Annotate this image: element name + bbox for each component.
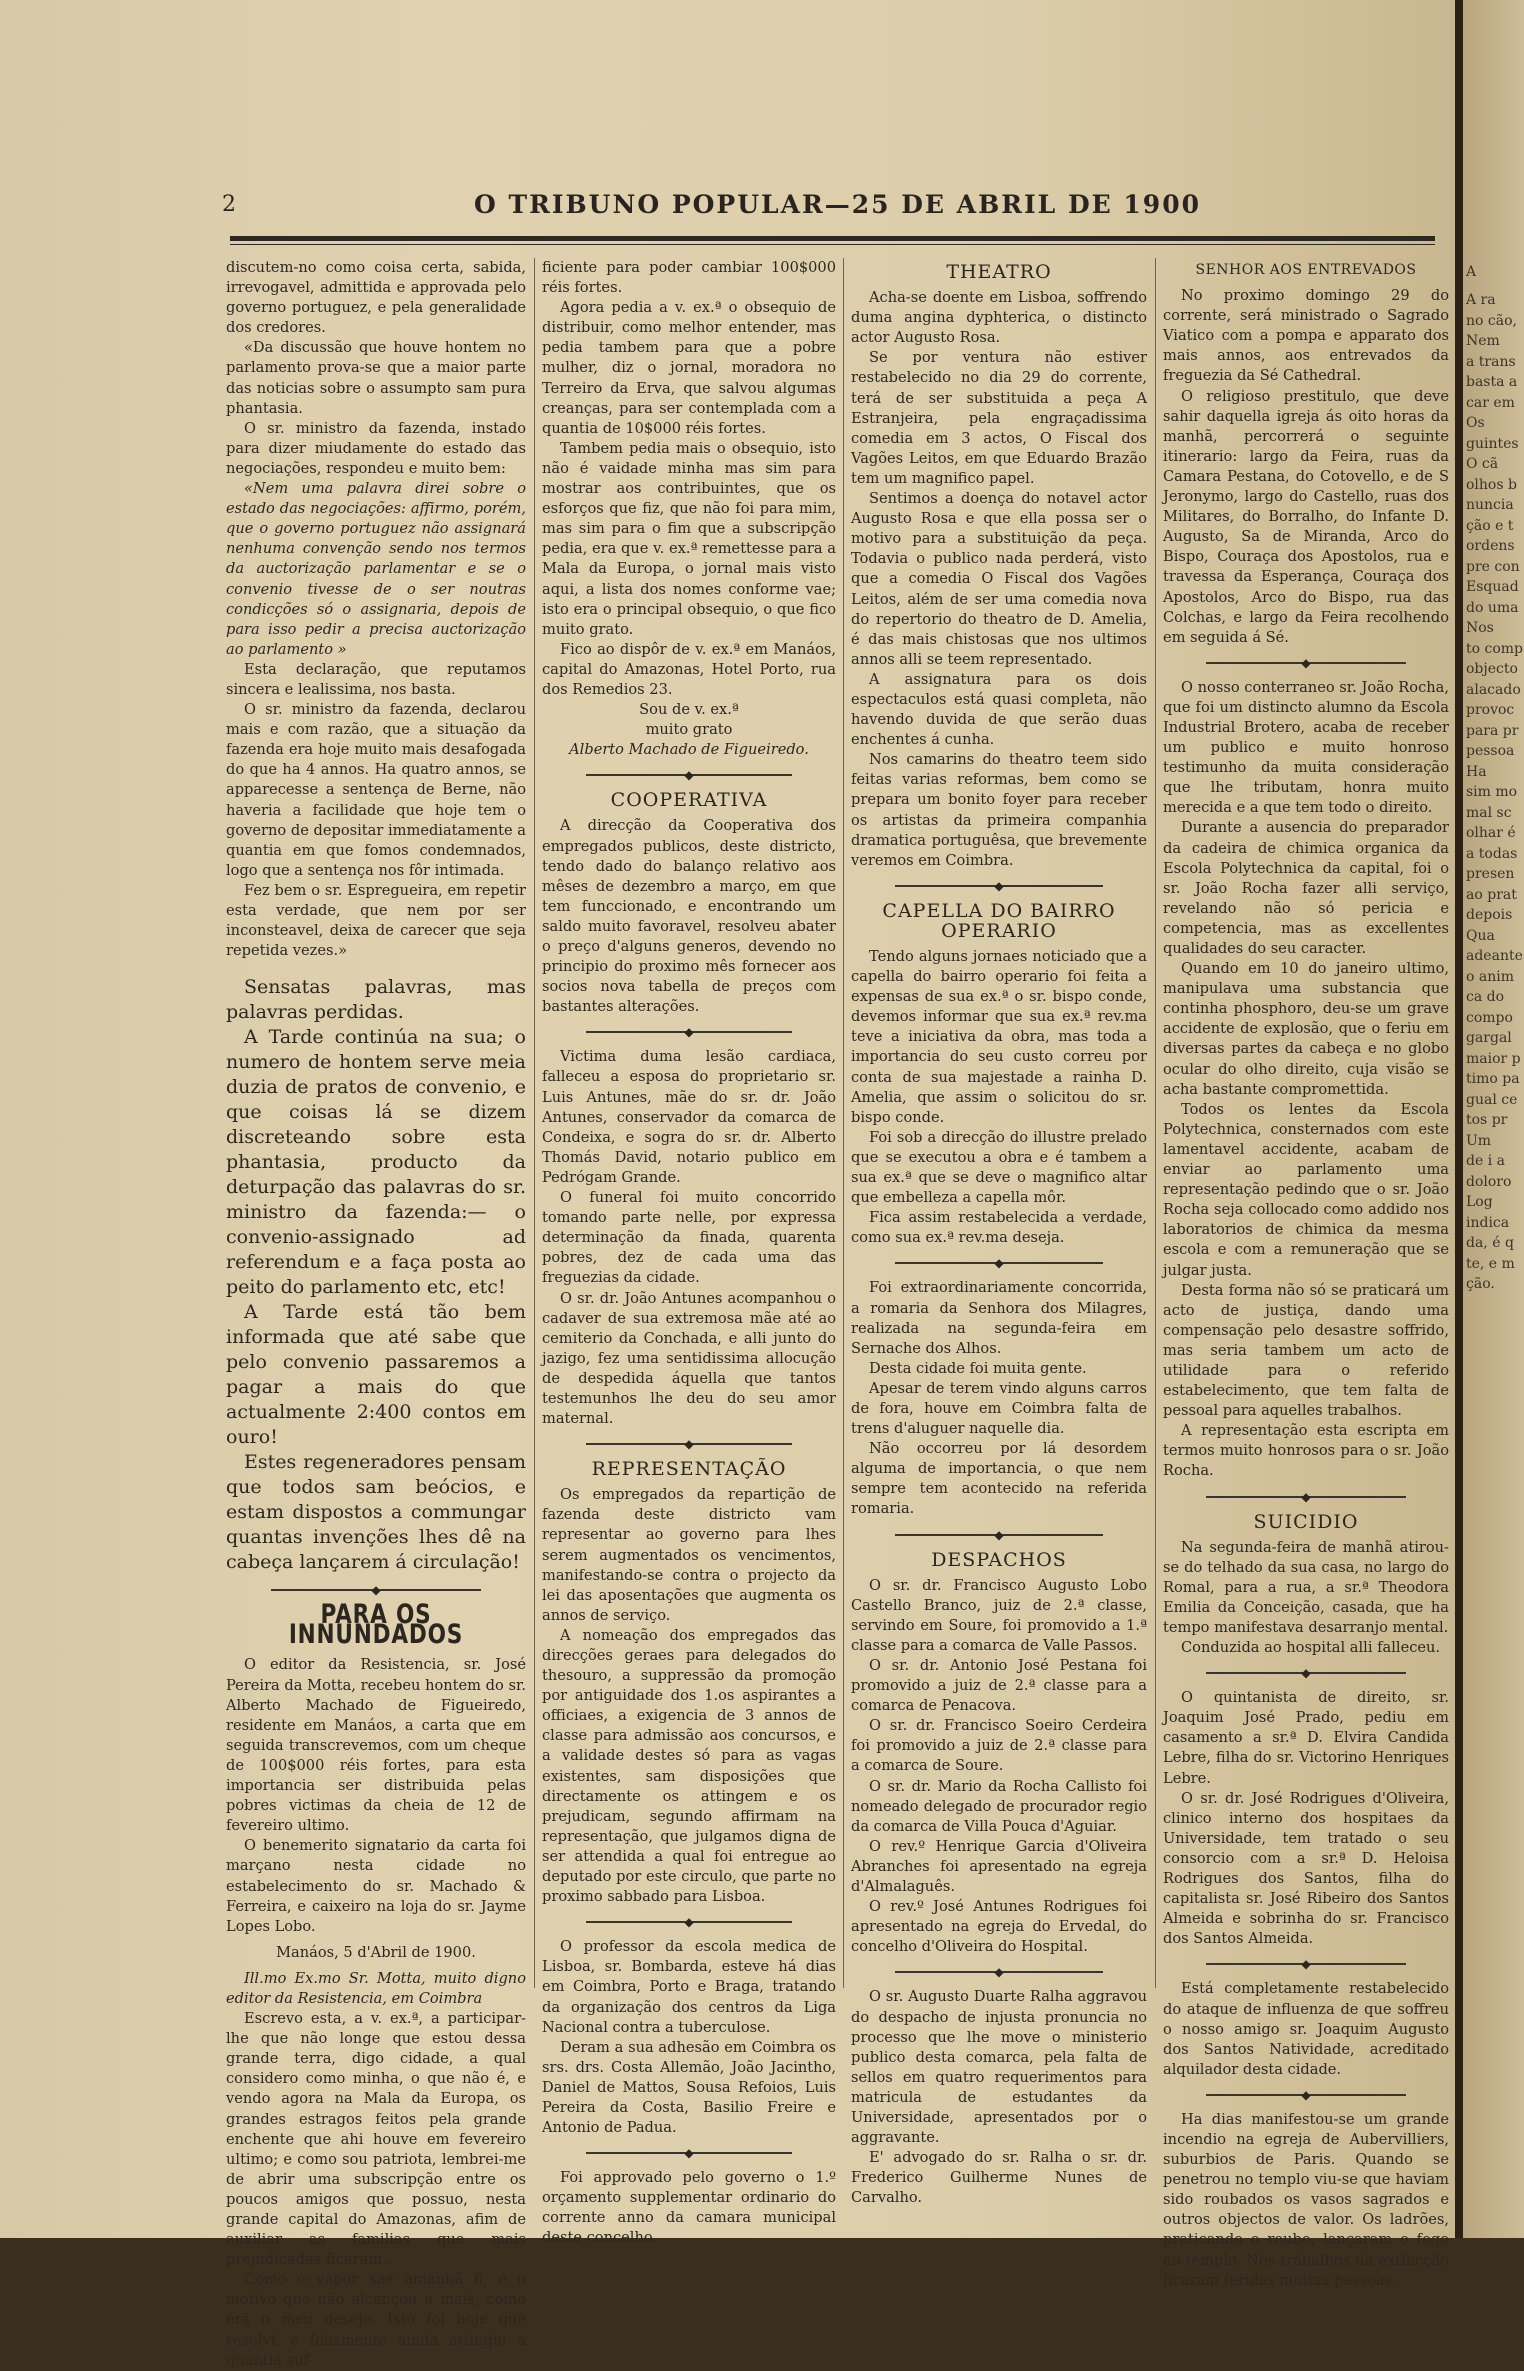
paragraph: Agora pedia a v. ex.ª o obsequio de distribuir, como melhor entender, mas pedia tambem para que a pobre mulher, diz o jornal, moradora no Terreiro da Erva, que salvou algumas creanças, para ser contemplada com a quantia de 10$000 réis fortes. — [542, 299, 836, 437]
paragraph: O quintanista de direito, sr. Joaquim José Prado, pediu em casamento a sr.ª D. Elvira Candida Lebre, filha do sr. Victorino Henriques Lebre. — [1163, 1689, 1449, 1787]
adjacent-page-line: maior p — [1466, 1050, 1521, 1067]
adjacent-page-line: olhar é — [1466, 825, 1516, 841]
paragraph: Como o vapor sae amanhã 6, é o motivo que não alcançou a mais, como era o meu desejo. Isto foi hoje que resolvi, e felizmente ainda attingiu a quantia suf- — [226, 2271, 526, 2369]
adjacent-page-line: Os — [1466, 415, 1485, 431]
ornament-divider — [1206, 1957, 1406, 1971]
adjacent-page-line: alacado — [1466, 681, 1521, 698]
adjacent-page-line: ordens — [1466, 538, 1515, 554]
page-gutter — [1455, 0, 1463, 2238]
section-heading: SENHOR AOS ENTREVADOS — [1195, 262, 1417, 278]
section-heading: DESPACHOS — [931, 1548, 1067, 1571]
adjacent-page-line: gargal — [1466, 1030, 1512, 1046]
adjacent-page-line: Nem — [1466, 333, 1500, 349]
paragraph: Sensatas palavras, mas palavras perdidas. — [226, 976, 526, 1024]
column-divider — [534, 258, 535, 1988]
adjacent-page-fragment — [1463, 0, 1524, 2238]
paragraph: Está completamente restabelecido do ataque de influenza de que soffreu o nosso amigo sr. Joaquim Augusto dos Santos Natividade, acreditado alquilador desta cidade. — [1163, 1980, 1449, 2078]
adjacent-page-line: Log — [1466, 1194, 1493, 1210]
adjacent-page-line: Ha — [1466, 763, 1487, 780]
paragraph: O nosso conterraneo sr. João Rocha, que foi um distincto alumno da Escola Industrial Brotero, acaba de receber um publico e muito honroso testimunho da muita consideração que lhe tributam, honra muito merecida e a que tem todo o direito. — [1163, 678, 1449, 817]
paragraph: Estes regeneradores pensam que todos sam beócios, e estam dispostos a commungar quantas invenções lhes dê na cabeça lançarem á circulação! — [226, 1451, 526, 1574]
paragraph: Tendo alguns jornaes noticiado que a capella do bairro operario foi feita a expensas de sua ex.ª o sr. bispo conde, devemos informar que sua ex.ª rev.ma teve a iniciativa da obra, mas toda a importancia do seu custo correu por conta de sua majestade a rainha D. Amelia, que assim o solicitou do sr. bispo conde. — [851, 948, 1147, 1126]
paragraph: O funeral foi muito concorrido tomando parte nelle, por expressa determinação da finada, quarenta pobres, dez de cada uma das freguezias da cidade. — [542, 1189, 836, 1287]
paragraph: Foi sob a direcção do illustre prelado que se executou a obra e é tambem a sua ex.ª que se deve o magnifico altar que embelleza a capella môr. — [851, 1128, 1147, 1207]
ornament-divider — [586, 1437, 792, 1451]
adjacent-page-line: doloro — [1466, 1173, 1512, 1190]
paragraph: «Da discussão que houve hontem no parlamento prova-se que a maior parte das noticias sobre o assumpto sam pura phantasia. — [226, 339, 526, 417]
paragraph: O professor da escola medica de Lisboa, sr. Bombarda, esteve há dias em Coimbra, Porto e Braga, tratando da organização dos centros da Liga Nacional contra a tuberculose. — [542, 1938, 836, 2036]
header-rule — [230, 236, 1435, 241]
paragraph: Ha dias manifestou-se um grande incendio na egreja de Aubervilliers, suburbios de Paris. Quando se penetrou no templo viu-se que haviam sido roubados os vasos sagrados e outros objectos de valor. Os ladrões, praticando o roubo, lançaram o fogo ao templo. Nos trabalhos da extincção ficaram feridas muitas pessoas. — [1163, 2110, 1449, 2289]
paragraph: O sr. dr. Francisco Soeiro Cerdeira foi promovido a juiz de 2.ª classe para a comarca de Soure. — [851, 1717, 1147, 1775]
closing: muito grato — [645, 721, 733, 739]
adjacent-page-line: ao prat — [1466, 886, 1517, 903]
adjacent-page-line: Um — [1466, 1132, 1492, 1149]
section-heading: REPRESENTAÇÃO — [591, 1458, 787, 1481]
column-divider — [1155, 258, 1156, 1988]
ornament-divider — [586, 1915, 792, 1929]
adjacent-page-line: ção. — [1466, 1276, 1495, 1292]
paragraph: «Nem uma palavra direi sobre o estado das negociações: affirmo, porém, que o governo portuguez não assignará nenhuma convenção sendo nos termos da auctorização parlamentar e se o convenio tivesse de o ser noutras condicções só o assignaria, depois de para isso pedir a precisa auctorização ao parlamento » — [226, 480, 526, 658]
adjacent-page-line: adeante — [1466, 948, 1523, 964]
ornament-divider — [586, 768, 792, 782]
paragraph: Quando em 10 do janeiro ultimo, manipulava uma substancia que continha phosphoro, deu-se um grave accidente de explosão, que o feriu em diversas partes da cabeça e no globo ocular do olho direito, cuja visão se acha bastante compromettida. — [1163, 960, 1449, 1098]
page-number: 2 — [222, 192, 236, 217]
paragraph: Todos os lentes da Escola Polytechnica, consternados com este lamentavel accidente, acabam de enviar ao parlamento uma representação pedindo que o sr. João Rocha seja collocado como addido nos laboratorios de chimica da mesma escola e com a remuneração que se julgar justa. — [1163, 1100, 1449, 1279]
adjacent-page-line: sim mo — [1466, 784, 1518, 800]
adjacent-page-line: nuncia — [1466, 497, 1514, 513]
paragraph: Se por ventura não estiver restabelecido no dia 29 do corrente, terá de ser substituida a peça A Estranjeira, pela engraçadissima comedia em 3 actos, O Fiscal dos Vagões Leitos, em que Eduardo Brazão tem um magnifico papel. — [851, 349, 1147, 487]
paragraph: Esta declaração, que reputamos sincera e lealissima, nos basta. — [226, 660, 526, 698]
ornament-divider — [895, 1965, 1102, 1979]
closing: Sou de v. ex.ª — [639, 701, 739, 719]
letter-salutation: Ill.mo Ex.mo Sr. Motta, muito digno editor da Resistencia, em Coimbra — [226, 1969, 526, 2007]
adjacent-page-line: Qua — [1466, 927, 1495, 944]
ornament-divider — [1206, 1666, 1406, 1680]
adjacent-page-line: ção e t — [1466, 517, 1514, 534]
paragraph: O sr. dr. João Antunes acompanhou o cadaver de sua extremosa mãe até ao cemiterio da Conchada, e alli junto do jazigo, fez uma sentidissima allocução de despedida áquella que tantos testemunhos lhe deu do seu amor maternal. — [542, 1289, 836, 1428]
adjacent-page-line: a trans — [1466, 353, 1516, 370]
adjacent-page-line: O cã — [1466, 456, 1499, 472]
page-header — [222, 192, 1440, 228]
paragraph: No proximo domingo 29 do corrente, será ministrado o Sagrado Viatico com a pompa e apparato dos mais annos, aos entrevados da freguezia da Sé Cathedral. — [1163, 287, 1449, 385]
adjacent-page-line: timo pa — [1466, 1071, 1520, 1087]
paragraph: Nos camarins do theatro teem sido feitas varias reformas, bem como se prepara um bonito foyer para receber os artistas da primeira companhia dramatica portuguêsa, que brevemente veremos em Coimbra. — [851, 751, 1147, 869]
paragraph: Acha-se doente em Lisboa, soffrendo duma angina dyphterica, o distincto actor Augusto Rosa. — [851, 289, 1147, 347]
letter-date: Manáos, 5 d'Abril de 1900. — [276, 1943, 476, 1961]
paragraph: A direcção da Cooperativa dos empregados publicos, deste districto, tendo dado do balanço relativo aos mêses de dezembro a março, em que tem funccionado, e encontrando um saldo muito favoravel, resolveu abater o preço d'alguns generos, devendo no principio do proximo mês fornecer aos socios nova tabella de preços com bastantes alterações. — [542, 817, 836, 1016]
paragraph: Não occorreu por lá desordem alguma de importancia, o que nem sempre tem acontecido na referida romaria. — [851, 1440, 1147, 1518]
paragraph: O sr. dr. Antonio José Pestana foi promovido a juiz de 2.ª classe para a comarca de Penacova. — [851, 1657, 1147, 1715]
adjacent-page-line: basta a — [1466, 374, 1518, 390]
signature: Alberto Machado de Figueiredo. — [569, 741, 809, 759]
adjacent-page-line: gual ce — [1466, 1091, 1518, 1108]
ornament-divider — [271, 1583, 481, 1597]
ornament-divider — [1206, 2088, 1406, 2102]
adjacent-page-line: Nos — [1466, 620, 1494, 636]
paragraph: Os empregados da repartição de fazenda deste districto vam representar ao governo para lhes serem augmentados os vencimentos, manifestando-se contra o projecto da lei das aposentações que augmenta os annos de serviço. — [542, 1486, 836, 1624]
adjacent-page-line: de i a — [1466, 1153, 1505, 1169]
paragraph: Victima duma lesão cardiaca, falleceu a esposa do proprietario sr. Luis Antunes, mãe do sr. dr. João Antunes, conservador da comarca de Condeixa, e sogra do sr. dr. Alberto Thomás David, notario publico em Pedrógam Grande. — [542, 1048, 836, 1186]
paragraph: Conduzida ao hospital alli falleceu. — [1181, 1639, 1441, 1657]
paragraph: Fica assim restabelecida a verdade, como sua ex.ª rev.ma deseja. — [851, 1209, 1147, 1247]
paragraph: Desta forma não só se praticará um acto de justiça, dando uma compensação pelo desastre soffrido, mas seria tambem um acto de utilidade para o referido estabelecimento, que tem falta de pessoal para aquelles trabalhos. — [1163, 1281, 1449, 1420]
paragraph: Escrevo esta, a v. ex.ª, a participar-lhe que não longe que estou dessa grande terra, digo cidade, a qual considero como minha, o que não é, e vendo agora na Mala da Europa, os grandes estragos feitos pela grande enchente que ahi houve em fevereiro ultimo; e como sou patriota, lembrei-me de abrir uma subscripção entre os poucos amigos que possuo, nesta grande capital do Amazonas, afim de auxiliar as familias que mais prejudicadas ficaram. — [226, 2010, 526, 2269]
section-heading: THEATRO — [946, 261, 1052, 283]
ornament-divider — [586, 1025, 792, 1039]
adjacent-page-line: te, e m — [1466, 1255, 1515, 1272]
adjacent-page-line: olhos b — [1466, 476, 1517, 493]
adjacent-page-line: pessoa — [1466, 743, 1515, 759]
paragraph: O sr. ministro da fazenda, instado para dizer miudamente do estado das negociações, respondeu e muito bem: — [226, 419, 526, 477]
paragraph: Deram a sua adhesão em Coimbra os srs. drs. Costa Allemão, João Jacintho, Daniel de Mattos, Sousa Refoios, Luis Pereira da Costa, Basilio Freire e Antonio de Padua. — [542, 2038, 836, 2137]
paragraph: A Tarde está tão bem informada que até sabe que pelo convenio passaremos a pagar a mais do que actualmente 2:400 contos em ouro! — [226, 1301, 526, 1449]
adjacent-page-line: a todas — [1466, 845, 1518, 862]
paragraph: A nomeação dos empregados das direcções geraes para delegados do thesouro, a suppressão da promoção por antiguidade dos 1.os aspirantes a officiaes, a exigencia de 3 annos de classe para admissão aos concursos, e a validade destes só para as vagas existentes, sam disposições que directamente os attingem e os prejudicam, segundo affirmam na representação, que julgamos digna de ser attendida a qual foi entregue ao deputado por este circulo, que parte no proximo sabbado para Lisboa. — [542, 1626, 836, 1906]
section-heading: COOPERATIVA — [610, 789, 768, 812]
section-heading: CAPELLA DO BAIRRO OPERARIO — [882, 899, 1116, 942]
column-4 — [1163, 258, 1449, 2289]
paragraph: Apesar de terem vindo alguns carros de fora, houve em Coimbra falta de trens d'aluguer naquelle dia. — [851, 1379, 1147, 1438]
adjacent-page-line: to comp — [1466, 640, 1524, 657]
adjacent-page-line: para pr — [1466, 722, 1519, 739]
paragraph: A assignatura para os dois espectaculos está quasi completa, não havendo duvida de que serão duas enchentes á cunha. — [851, 670, 1147, 749]
adjacent-page-line: pre con — [1466, 558, 1520, 575]
paragraph: Fez bem o sr. Espregueira, em repetir esta verdade, que nem por ser inconsteavel, deixa de carecer que seja repetida vezes.» — [226, 881, 526, 960]
adjacent-page-line: tos pr — [1466, 1112, 1508, 1128]
ornament-divider — [586, 2146, 792, 2160]
section-heading: PARA OS INNUNDADOS — [288, 1599, 464, 1651]
header-rule-thin — [230, 244, 1435, 245]
ornament-divider — [895, 1256, 1102, 1270]
adjacent-page-line: car em — [1466, 394, 1515, 411]
paragraph: Sentimos a doença do notavel actor Augusto Rosa e que ella possa ser o motivo para a substituição da peça. Todavia o publico nada perderá, visto que a comedia O Fiscal dos Vagões Leitos, além de ser uma comedia nova do repertorio do theatro de D. Amelia, é das mais chistosas que nos ultimos annos alli se teem representado. — [851, 490, 1147, 668]
adjacent-page-line: mal sc — [1466, 804, 1512, 821]
ornament-divider — [895, 1528, 1102, 1542]
paragraph: A Tarde continúa na sua; o numero de hontem serve meia duzia de pratos de convenio, e que coisas lá se dizem discreteando sobre esta phantasia, producto da deturpação das palavras do sr. ministro da fazenda:— o convenio-assignado ad referendum e a faça posta ao peito do parlamento etc, etc! — [226, 1026, 526, 1299]
adjacent-page-line: depois — [1466, 907, 1513, 923]
paragraph: O rev.º José Antunes Rodrigues foi apresentado na egreja do Ervedal, do concelho d'Oliveira do Hospital. — [851, 1898, 1147, 1956]
adjacent-page-line: da, é q — [1466, 1235, 1514, 1251]
paragraph: O sr. dr. Mario da Rocha Callisto foi nomeado delegado de procurador regio da comarca de Villa Pouca d'Aguiar. — [851, 1777, 1147, 1835]
paragraph: O sr. ministro da fazenda, declarou mais e com razão, que a situação da fazenda era hoje muito mais desafogada do que ha 4 annos. Ha quatro annos, se apparecesse a sentença de Berne, não haveria a facilidade que hoje tem o governo de depositar immediatamente a quantia em que fomos condemnados, logo que a sentença nos fôr intimada. — [226, 701, 526, 879]
column-divider — [843, 258, 844, 1988]
paragraph: Fico ao dispôr de v. ex.ª em Manáos, capital do Amazonas, Hotel Porto, rua dos Remedios 23. — [542, 640, 836, 698]
adjacent-page-line: compo — [1466, 1009, 1513, 1026]
paragraph: Tambem pedia mais o obsequio, isto não é vaidade minha mas sim para mostrar aos contribuintes, que os esforços que fiz, que não foi para mim, mas sim para o fim que a subscripção pedia, era que v. ex.ª remettesse para a Mala da Europa, o jornal mais visto aqui, a lista dos nomes conforme vae; isto era o principal obsequio, o que fico muito grato. — [542, 439, 836, 638]
paragraph: O sr. dr. José Rodrigues d'Oliveira, clinico interno dos hospitaes da Universidade, tem tratado o seu consorcio com a sr.ª D. Heloisa Rodrigues dos Santos, filha do capitalista sr. José Ribeiro dos Santos Almeida e sobrinha do sr. Francisco dos Santos Almeida. — [1163, 1789, 1449, 1948]
adjacent-page-line: no cão, — [1466, 312, 1517, 329]
adjacent-page-line: Esquad — [1466, 579, 1519, 595]
column-3 — [851, 258, 1147, 2207]
ornament-divider — [1206, 656, 1406, 670]
paragraph: Na segunda-feira de manhã atirou-se do telhado da sua casa, no largo do Romal, para a rua, a sr.ª Theodora Emilia da Conceição, casada, que ha tempo manifestava desarranjo mental. — [1163, 1538, 1449, 1636]
column-2 — [542, 258, 836, 2247]
paragraph: Desta cidade foi muita gente. — [869, 1359, 1087, 1377]
paragraph: discutem-no como coisa certa, sabida, irrevogavel, admittida e approvada pelo governo portuguez, e pela generalidade dos credores. — [226, 259, 526, 337]
paragraph: O sr. dr. Francisco Augusto Lobo Castello Branco, juiz de 2.ª classe, servindo em Soure, foi promovido a 1.ª classe para a comarca de Valle Passos. — [851, 1576, 1147, 1654]
column-1 — [226, 258, 526, 2369]
section-heading: SUICIDIO — [1253, 1510, 1359, 1533]
adjacent-page-line: A ra — [1466, 292, 1496, 308]
paragraph: E' advogado do sr. Ralha o sr. dr. Frederico Guilherme Nunes de Carvalho. — [851, 2149, 1147, 2207]
paragraph: Durante a ausencia do preparador da cadeira de chimica organica da Escola Polytechnica da capital, foi o sr. João Rocha fazer alli serviço, revelando não só pericia e competencia, mas as excellentes qualidades do seu caracter. — [1163, 819, 1449, 957]
paragraph: Foi extraordinariamente concorrida, a romaria da Senhora dos Milagres, realizada na segunda-feira em Sernache dos Alhos. — [851, 1279, 1147, 1357]
paragraph: ficiente para poder cambiar 100$000 réis fortes. — [542, 259, 836, 297]
paragraph: Foi approvado pelo governo o 1.º orçamento supplementar ordinario do corrente anno da camara municipal deste concelho. — [542, 2169, 836, 2247]
paragraph: O sr. Augusto Duarte Ralha aggravou do despacho de injusta pronuncia no processo que lhe move o ministerio publico desta comarca, pela falta de sellos em quatro requerimentos para matricula de estudantes da Universidade, apresentados por o aggravante. — [851, 1988, 1147, 2147]
adjacent-page-line: ca do — [1466, 989, 1505, 1005]
paragraph: O rev.º Henrique Garcia d'Oliveira Abranches foi apresentado na egreja d'Almalaguês. — [851, 1837, 1147, 1896]
adjacent-page-line: do uma — [1466, 599, 1519, 616]
adjacent-page-line: o anim — [1466, 968, 1514, 985]
ornament-divider — [895, 879, 1102, 893]
paragraph: O benemerito signatario da carta foi marçano nesta cidade no estabelecimento do sr. Machado & Ferreira, e caixeiro na loja do sr. Jayme Lopes Lobo. — [226, 1837, 526, 1935]
adjacent-page-line: objecto — [1466, 661, 1518, 677]
adjacent-page-line: guintes — [1466, 435, 1519, 452]
paragraph: O religioso prestitulo, que deve sahir daquella igreja ás oito horas da manhã, percorrerá o seguinte itinerario: largo da Feira, ruas da Camara Pestana, do Cotovello, e de S Jeronymo, largo do Castello, ruas dos Militares, do Borralho, do Infante D. Augusto, Sa de Miranda, Arco do Bispo, Couraça dos Apostolos, rua e travessa da Esperança, Couraça dos Apostolos, Arco do Bispo, rua das Colchas, e largo da Feira recolhendo em seguida á Sé. — [1163, 387, 1449, 646]
adjacent-page-line: presen — [1466, 866, 1515, 882]
adjacent-page-line: A — [1466, 264, 1477, 280]
adjacent-page-line: indica — [1466, 1214, 1510, 1231]
masthead: O TRIBUNO POPULAR—25 DE ABRIL DE 1900 — [474, 190, 1201, 219]
paragraph: O editor da Resistencia, sr. José Pereira da Motta, recebeu hontem do sr. Alberto Machado de Figueiredo, residente em Manáos, a carta que em seguida transcrevemos, com um cheque de 100$000 réis fortes, para esta importancia ser distribuida pelas pobres victimas da cheia de 12 de fevereiro ultimo. — [226, 1656, 526, 1835]
adjacent-page-line: provoc — [1466, 702, 1515, 718]
ornament-divider — [1206, 1490, 1406, 1504]
paragraph: A representação esta escripta em termos muito honrosos para o sr. João Rocha. — [1163, 1422, 1449, 1480]
